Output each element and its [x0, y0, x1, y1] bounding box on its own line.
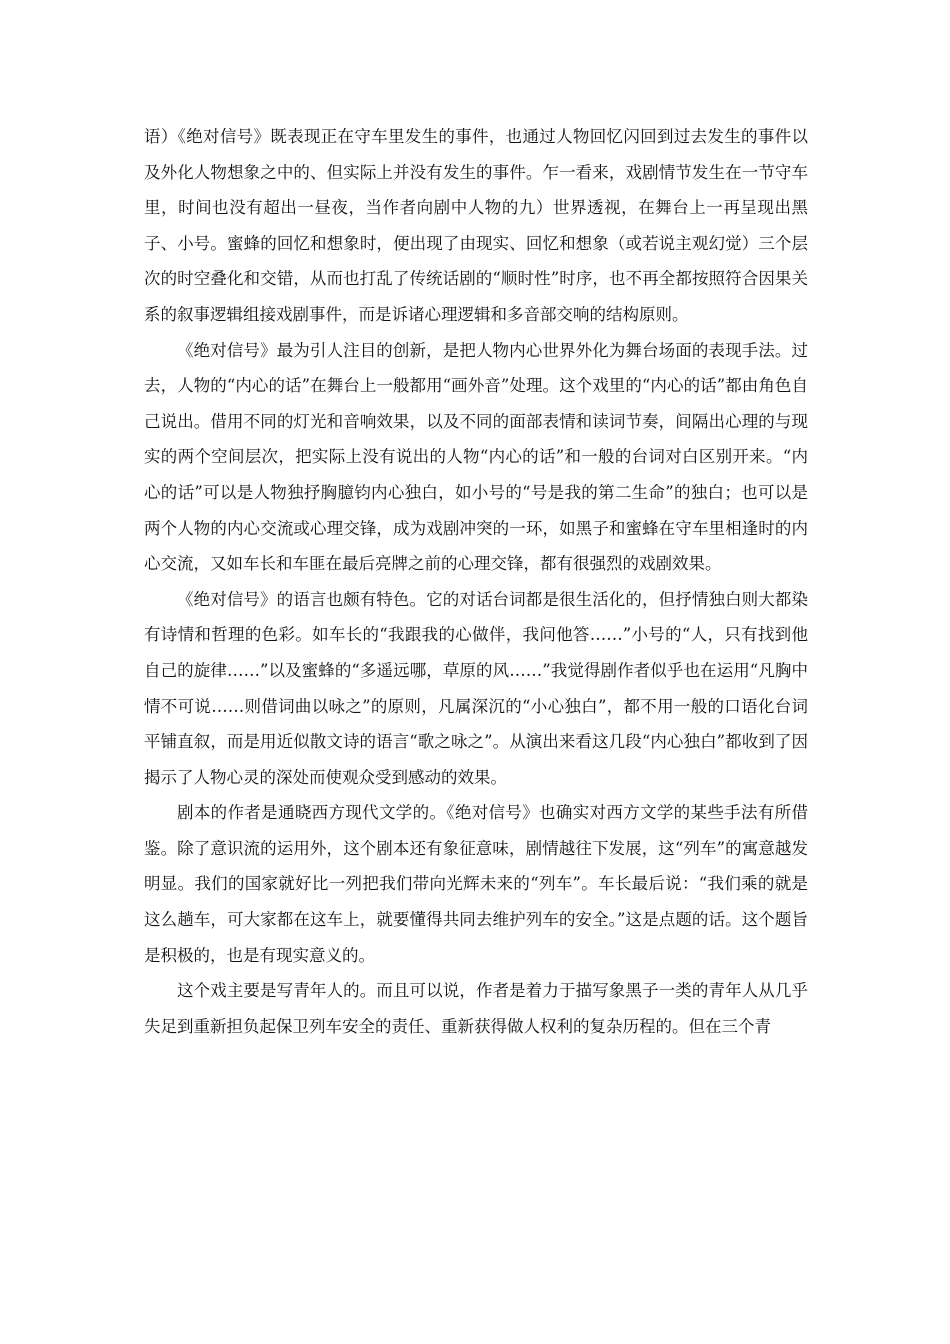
paragraph-5: 这个戏主要是写青年人的。而且可以说，作者是着力于描写象黑子一类的青年人从几乎失足到重新担负起保卫列车安全的责任、重新获得做人权利的复杂历程的。但在三个青: [144, 981, 808, 1036]
article-body: [144, 119, 808, 1044]
paragraph-4: 剧本的作者是通晓西方现代文学的。《绝对信号》也确实对西方文学的某些手法有所借鉴。除了意识流的运用外，这个剧本还有象征意味，剧情越往下发展，这“列车”的寓意越发明显。我们的国家就好比一列把我们带向光辉未来的“列车”。车长最后说：“我们乘的就是这么趟车，可大家都在这车上，就要懂得共同去维护列车的安全。”这是点题的话。这个题旨是积极的，也是有现实意义的。: [144, 803, 808, 965]
paragraph-3: 《绝对信号》的语言也颇有特色。它的对话台词都是很生活化的，但抒情独白则大都染有诗情和哲理的色彩。如车长的“我跟我的心做伴，我问他答……”小号的“人，只有找到他自己的旋律……”以及蜜蜂的“多遥远哪，草原的风……”我觉得剧作者似乎也在运用“凡胸中情不可说……则借词曲以咏之”的原则，凡属深沉的“小心独白”，都不用一般的口语化台词平铺直叙，而是用近似散文诗的语言“歌之咏之”。从演出来看这几段“内心独白”都收到了因揭示了人物心灵的深处而使观众受到感动的效果。: [144, 589, 808, 787]
paragraph-2: 《绝对信号》最为引人注目的创新，是把人物内心世界外化为舞台场面的表现手法。过去，人物的“内心的话”在舞台上一般都用“画外音”处理。这个戏里的“内心的话”都由角色自己说出。借用不同的灯光和音响效果，以及不同的面部表情和读词节奏，间隔出心理的与现实的两个空间层次，把实际上没有说出的人物“内心的话”和一般的台词对白区别开来。“内心的话”可以是人物独抒胸臆钧内心独白，如小号的“号是我的第二生命”的独白；也可以是两个人物的内心交流或心理交锋，成为戏剧冲突的一环，如黑子和蜜蜂在守车里相逢时的内心交流，又如车长和车匪在最后亮牌之前的心理交锋，都有很强烈的戏剧效果。: [144, 340, 808, 574]
paragraph-1: 语）《绝对信号》既表现正在守车里发生的事件，也通过人物回忆闪回到过去发生的事件以及外化人物想象之中的、但实际上并没有发生的事件。乍一看来，戏剧情节发生在一节守车里，时间也没有超出一昼夜，当作者向剧中人物的九）世界透视，在舞台上一再呈现出黑子、小号。蜜蜂的回忆和想象时，便出现了由现实、回忆和想象（或若说主观幻觉）三个层次的时空叠化和交错，从而也打乱了传统话剧的“顺时性”时序，也不再全都按照符合因果关系的叙事逻辑组接戏剧事件，而是诉诸心理逻辑和多音部交响的结构原则。: [144, 127, 808, 324]
